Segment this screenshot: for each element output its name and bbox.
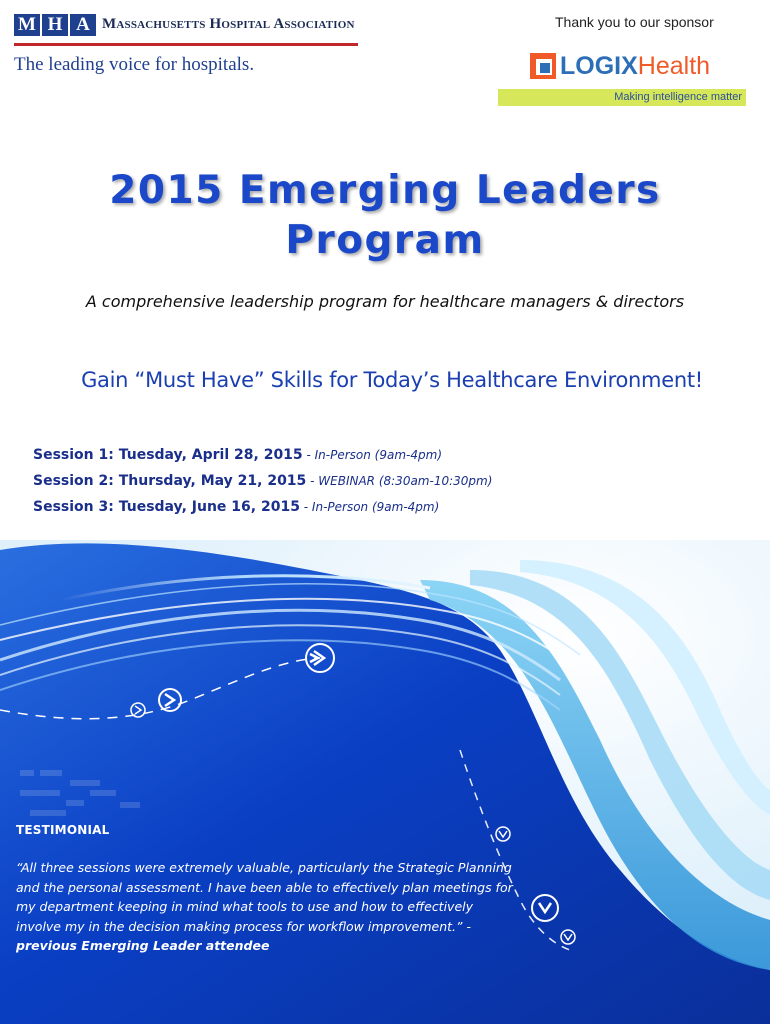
testimonial-separator: -	[462, 918, 471, 934]
session-detail: In-Person (9am-4pm)	[311, 500, 440, 514]
mha-tagline: The leading voice for hospitals.	[14, 54, 255, 75]
session-item	[33, 470, 492, 496]
mha-organization-name: Massachusetts Hospital Association	[102, 16, 355, 32]
session-separator: -	[302, 448, 315, 462]
session-separator: -	[306, 474, 319, 488]
program-title-line1: 2015 Emerging Leaders	[109, 168, 661, 213]
logix-brand-name	[560, 51, 711, 80]
session-item	[33, 496, 492, 522]
skills-headline: Gain “Must Have” Skills for Today’s Healthcare Environment!	[81, 368, 703, 392]
testimonial-label: TESTIMONIAL	[16, 823, 110, 837]
logix-health-logo	[530, 48, 710, 84]
mha-monogram	[14, 14, 98, 36]
session-title: Session 1: Tuesday, April 28, 2015	[33, 447, 303, 463]
logix-tagline: Making intelligence matter	[498, 89, 746, 106]
session-detail: In-Person (9am-4pm)	[314, 448, 442, 462]
logix-square-icon	[530, 53, 556, 79]
session-title: Session 2: Thursday, May 21, 2015	[33, 473, 307, 489]
testimonial-quote-block	[16, 858, 521, 956]
mha-letter: A	[70, 14, 96, 36]
logix-brand-part2: Health	[637, 51, 711, 80]
session-item	[33, 444, 492, 470]
mha-letter: M	[14, 14, 40, 36]
session-list	[33, 444, 492, 522]
session-detail: WEBINAR (8:30am-10:30pm)	[318, 474, 493, 488]
testimonial-attribution: previous Emerging Leader attendee	[16, 938, 270, 953]
mha-letter: H	[42, 14, 68, 36]
session-title: Session 3: Tuesday, June 16, 2015	[33, 499, 300, 515]
mha-divider	[14, 43, 358, 46]
program-subtitle: A comprehensive leadership program for healthcare managers & directors	[85, 292, 685, 311]
program-title	[0, 166, 770, 266]
mha-logo	[14, 14, 360, 48]
sponsor-thanks-text: Thank you to our sponsor	[555, 14, 714, 30]
logix-brand-part1: LOGIX	[560, 51, 638, 80]
session-separator: -	[299, 500, 312, 514]
testimonial-quote: “All three sessions were extremely valuable, particularly the Strategic Planning and the personal assessment. I have been able to effectively plan meetings for my department keeping in mind what tools to use and how to effectively involve my in the decision making process for workflow improvement.”	[16, 860, 513, 934]
program-title-line2: Program	[285, 218, 485, 263]
